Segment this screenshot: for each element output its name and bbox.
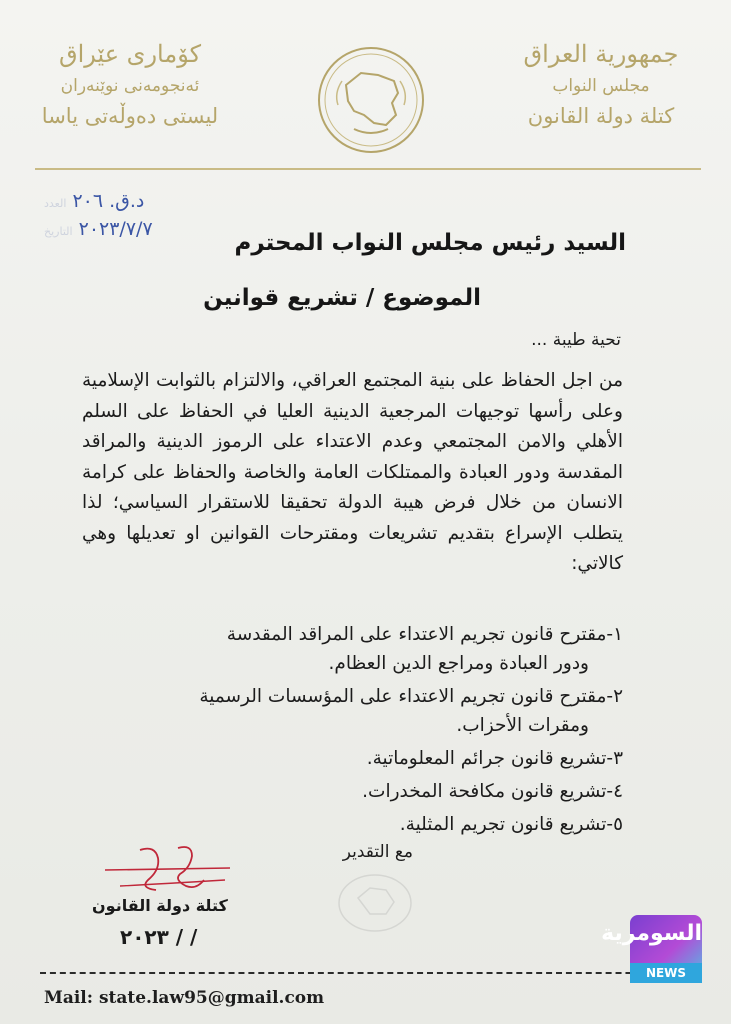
footer-email: Mail: state.law95@gmail.com	[44, 988, 325, 1008]
addressee: السيد رئيس مجلس النواب المحترم	[234, 230, 626, 256]
reference-date-value: ٢٠٢٣/٧/٧	[78, 218, 153, 240]
letterhead-arabic	[511, 40, 691, 136]
list-item	[96, 777, 623, 806]
list-item-line: ١-مقترح قانون تجريم الاعتداء على المراقد المقدسة	[226, 624, 623, 645]
list-item-line: ٣-تشريع قانون جرائم المعلوماتية.	[366, 748, 623, 769]
list-item-line: ٤-تشريع قانون مكافحة المخدرات.	[362, 781, 623, 802]
list-item	[96, 620, 623, 678]
letterhead-bloc: كتلة دولة القانون	[527, 104, 675, 128]
list-item-continuation: ومقرات الأحزاب.	[456, 715, 589, 736]
letterhead-divider	[35, 168, 701, 170]
list-item-line: ٥-تشريع قانون تجريم المثلية.	[399, 814, 623, 835]
news-logo-name: السومرية	[601, 921, 702, 946]
footer-divider	[40, 972, 691, 974]
closing: مع التقدير	[342, 842, 413, 862]
news-logo	[601, 915, 702, 983]
letterhead-country-kurdish: كۆماری عێراق	[58, 40, 202, 68]
list-item-continuation: ودور العبادة ومراجع الدين العظام.	[328, 653, 589, 674]
reference-number-label: العدد	[44, 197, 67, 210]
letterhead-kurdish	[35, 40, 225, 136]
letterhead-council: مجلس النواب	[552, 76, 650, 96]
proposals-list	[96, 620, 623, 843]
faint-stamp-icon	[330, 868, 420, 938]
letterhead-country: جمهورية العراق	[523, 40, 679, 68]
iraq-map-emblem-icon	[316, 45, 426, 155]
list-item-line: ٢-مقترح قانون تجريم الاعتداء على المؤسسات الرسمية	[199, 686, 623, 707]
subject-line: الموضوع / تشريع قوانين	[203, 285, 481, 311]
signature-date: ٢٠٢٣ / /	[120, 925, 198, 949]
reference-date-label: التاريخ	[44, 225, 73, 238]
letterhead-bloc-kurdish: لیستی دەوڵەتی یاسا	[41, 104, 219, 128]
list-item	[96, 744, 623, 773]
signature-icon	[100, 840, 240, 900]
greeting: تحية طيبة ...	[531, 330, 621, 350]
letterhead-council-kurdish: ئەنجومەنی نوێنەران	[60, 76, 200, 96]
reference-number	[38, 190, 144, 212]
letter-body: من اجل الحفاظ على بنية المجتمع العراقي، والالتزام بالثوابت الإسلامية وعلى رأسها توجيهات المرجعية الدينية العليا في الحفاظ على السلم الأهلي والامن المجتمعي وعدم الاعتداء على الرموز الدينية والمراقد المقدسة ودور العبادة والممتلكات العامة والخاصة والحفاظ على كرامة الانسان من خلال فرض هيبة الدولة تحقيقا للاستقرار السياسي؛ لذا يتطلب الإسراع بتقديم تشريعات ومقترحات القوانين او تعديلها وهي كالاتي:	[82, 370, 623, 574]
news-logo-tag: NEWS	[630, 963, 702, 983]
list-item	[96, 682, 623, 740]
list-item	[96, 810, 623, 839]
signatory: كتلة دولة القانون	[92, 896, 228, 915]
reference-number-value: د.ق. ٢٠٦	[72, 190, 145, 212]
reference-date	[38, 218, 153, 240]
